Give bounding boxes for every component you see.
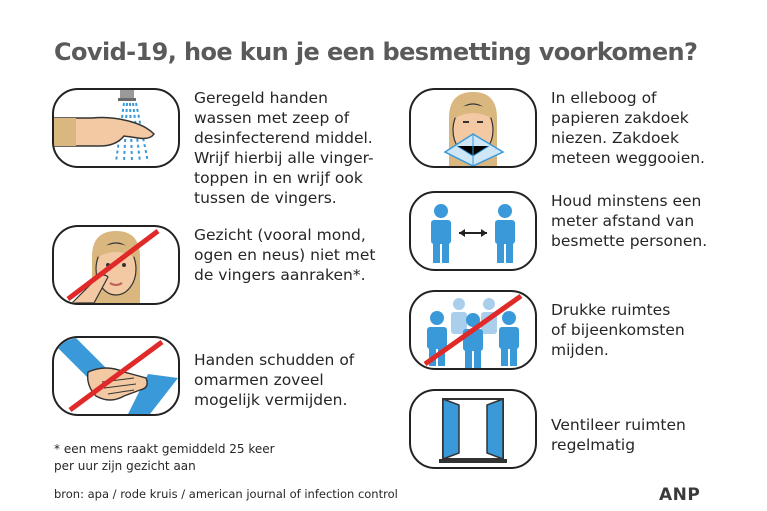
tip-line: papieren zakdoek xyxy=(551,109,689,127)
tip-no-face-touching xyxy=(52,225,376,305)
keep-distance-icon xyxy=(409,191,537,271)
source-credit: bron: apa / rode kruis / american journal of infection control xyxy=(54,487,398,501)
tip-hand-washing xyxy=(52,88,374,208)
tip-text xyxy=(194,225,376,285)
footnote xyxy=(54,441,275,475)
tip-line: Handen schudden of xyxy=(194,351,355,369)
tip-line: Geregeld handen xyxy=(194,89,328,107)
tip-line: de vingers aanraken*. xyxy=(194,266,366,284)
tip-ventilate xyxy=(409,389,686,469)
tip-line: Houd minstens een xyxy=(551,192,702,210)
tip-line: niezen. Zakdoek xyxy=(551,129,679,147)
tip-line: of bijeenkomsten xyxy=(551,321,685,339)
tip-text xyxy=(551,415,686,455)
tip-line: meteen weggooien. xyxy=(551,149,705,167)
tip-line: In elleboog of xyxy=(551,89,657,107)
footnote-line: per uur zijn gezicht aan xyxy=(54,459,196,473)
tip-line: mogelijk vermijden. xyxy=(194,391,348,409)
tip-text xyxy=(194,350,354,410)
no-face-touching-icon xyxy=(52,225,180,305)
tip-line: Ventileer ruimten xyxy=(551,416,686,434)
anp-logo: ANP xyxy=(659,485,701,505)
tip-line: Wrijf hierbij alle vinger- xyxy=(194,149,374,167)
no-crowds-icon xyxy=(409,290,537,370)
tip-line: toppen in en wrijf ook xyxy=(194,169,363,187)
tip-line: besmette personen. xyxy=(551,232,708,250)
tip-no-handshake xyxy=(52,336,354,416)
tip-no-crowds xyxy=(409,290,685,370)
tip-line: mijden. xyxy=(551,341,609,359)
no-handshake-icon xyxy=(52,336,180,416)
tip-line: omarmen zoveel xyxy=(194,371,324,389)
tip-line: tussen de vingers. xyxy=(194,189,337,207)
tip-line: meter afstand van xyxy=(551,212,695,230)
tip-line: desinfecterend middel. xyxy=(194,129,373,147)
sneeze-into-elbow-icon xyxy=(409,88,537,168)
open-window-icon xyxy=(409,389,537,469)
tip-text xyxy=(551,300,685,360)
tip-line: ogen en neus) niet met xyxy=(194,246,376,264)
tip-text xyxy=(551,191,707,251)
page-title: Covid-19, hoe kun je een besmetting voorkomen? xyxy=(54,38,698,66)
tip-line: regelmatig xyxy=(551,436,636,454)
tip-line: wassen met zeep of xyxy=(194,109,350,127)
tip-text xyxy=(194,88,374,208)
tip-line: Gezicht (vooral mond, xyxy=(194,226,366,244)
tip-sneeze-into-elbow xyxy=(409,88,705,168)
footnote-line: * een mens raakt gemiddeld 25 keer xyxy=(54,442,275,456)
hand-washing-icon xyxy=(52,88,180,168)
tip-keep-distance xyxy=(409,191,707,271)
tip-text xyxy=(551,88,705,168)
tip-line: Drukke ruimtes xyxy=(551,301,671,319)
